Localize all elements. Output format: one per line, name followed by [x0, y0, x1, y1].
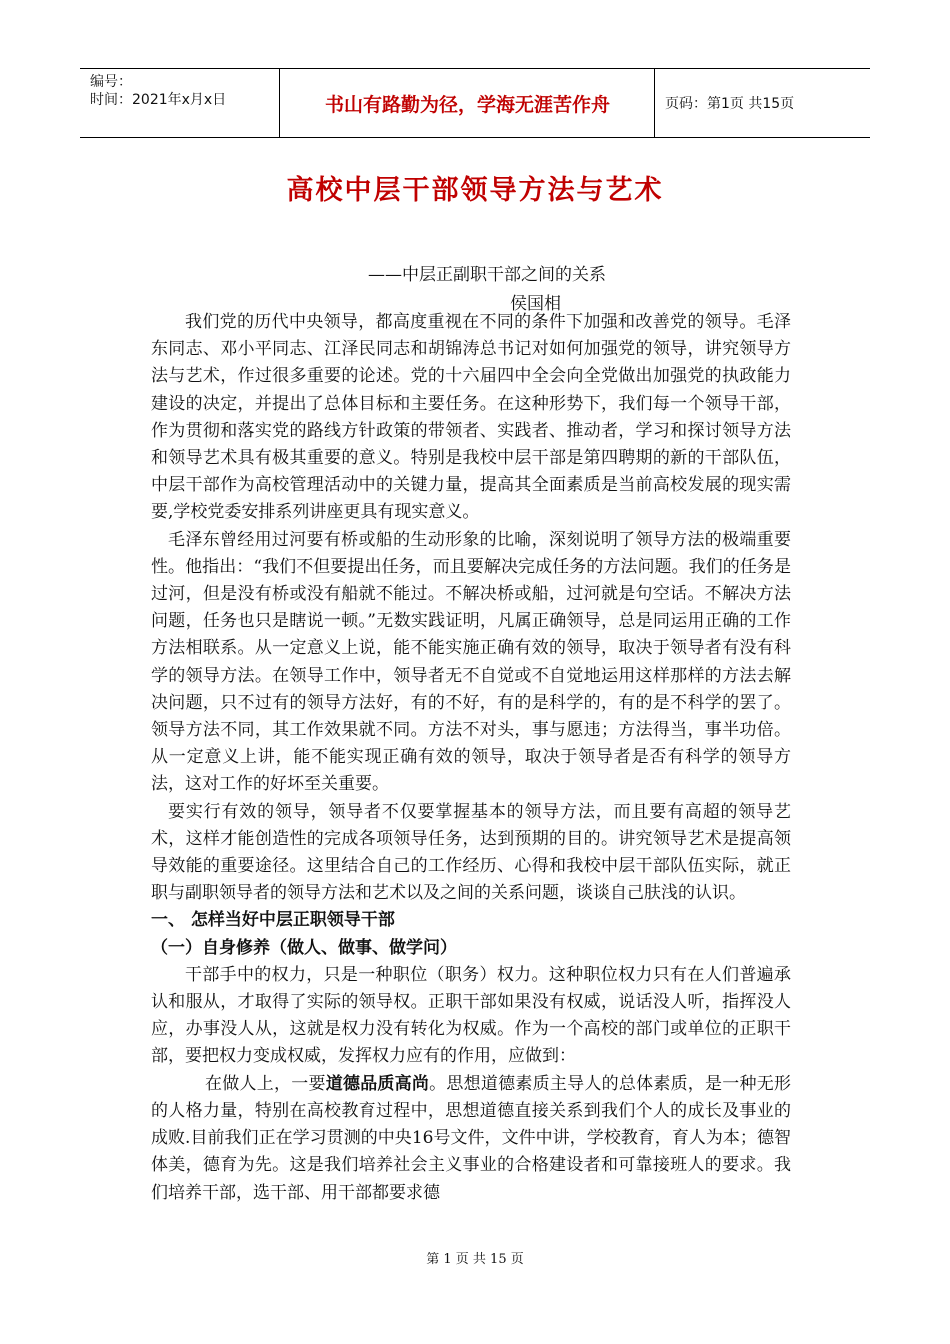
time-label: 时间：2021年x月x日	[90, 92, 227, 108]
document-body	[151, 309, 791, 1207]
section-heading-1: 一、 怎样当好中层正职领导干部	[151, 910, 395, 931]
header-motto: 书山有路勤为径，学海无涯苦作舟	[281, 69, 655, 137]
section-heading-2: （一）自身修养（做人、做事、做学问）	[151, 937, 457, 958]
page-footer: 第 1 页 共 15 页	[426, 1252, 524, 1267]
document-author: 侯国相	[510, 294, 561, 314]
paragraph-5-emphasis: 道德品质高尚	[325, 1073, 430, 1094]
paragraph-5-rest: 。思想道德素质主导人的总体素质，是一种无形的人格力量，特别在高校教育过程中，思想道德直接关系到我们个人的成长及事业的成败.目前我们正在学习贯测的中央16号文件，文件中讲，学校教育，育人为本；德智体美，德育为先。这是我们培养社会主义事业的合格建设者和可靠接班人的要求。我们培养干部，选干部、用干部都要求德	[151, 1073, 792, 1203]
paragraph-5-lead: 在做人上，一要	[205, 1073, 326, 1094]
document-title: 高校中层干部领导方法与艺术	[286, 175, 664, 206]
header-meta	[80, 69, 280, 137]
paragraph-2: 毛泽东曾经用过河要有桥或船的生动形象的比喻，深刻说明了领导方法的极端重要性。他指出：“我们不但要提出任务，而且要解决完成任务的方法问题。我们的任务是过河，但是没有桥或没有船就不能过。不解决桥或船，过河就是句空话。不解决方法问题，任务也只是瞎说一顿。”无数实践证明，凡属正确领导，总是同运用正确的工作方法相联系。从一定意义上说，能不能实施正确有效的领导，取决于领导者有没有科学的领导方法。在领导工作中，领导者无不自觉或不自觉地运用这样那样的方法去解决问题，只不过有的领导方法好，有的不好，有的是科学的，有的是不科学的罢了。领导方法不同，其工作效果就不同。方法不对头，事与愿违；方法得当，事半功倍。从一定意义上讲，能不能实现正确有效的领导，取决于领导者是否有科学的领导方法，这对工作的好坏至关重要。	[151, 529, 791, 795]
paragraph-3: 要实行有效的领导，领导者不仅要掌握基本的领导方法，而且要有高超的领导艺术，这样才能创造性的完成各项领导任务，达到预期的目的。讲究领导艺术是提高领导效能的重要途径。这里结合自己的工作经历、心得和我校中层干部队伍实际，就正职与副职领导者的领导方法和艺术以及之间的关系问题，谈谈自己肤浅的认识。	[151, 801, 791, 904]
header-page-info: 页码：第1页 共15页	[665, 96, 795, 112]
document-subtitle: ——中层正副职干部之间的关系	[368, 265, 606, 285]
paragraph-4: 干部手中的权力，只是一种职位（职务）权力。这种职位权力只有在人们普遍承认和服从，才取得了实际的领导权。正职干部如果没有权威，说话没人听，指挥没人应，办事没人从，这就是权力没有转化为权威。作为一个高校的部门或单位的正职干部，要把权力变成权威，发挥权力应有的作用，应做到：	[151, 964, 791, 1067]
number-label: 编号：	[90, 74, 132, 90]
paragraph-5	[151, 1071, 791, 1207]
paragraph-1: 我们党的历代中央领导，都高度重视在不同的条件下加强和改善党的领导。毛泽东同志、邓小平同志、江泽民同志和胡锦涛总书记对如何加强党的领导，讲究领导方法与艺术，作过很多重要的论述。党的十六届四中全会向全党做出加强党的执政能力建设的决定，并提出了总体目标和主要任务。在这种形势下，我们每一个领导干部，作为贯彻和落实党的路线方针政策的带领者、实践者、推动者，学习和探讨领导方法和领导艺术具有极其重要的意义。特别是我校中层干部是第四聘期的新的干部队伍，中层干部作为高校管理活动中的关键力量，提高其全面素质是当前高校发展的现实需要,学校党委安排系列讲座更具有现实意义。	[151, 312, 791, 523]
page-header	[80, 68, 870, 138]
